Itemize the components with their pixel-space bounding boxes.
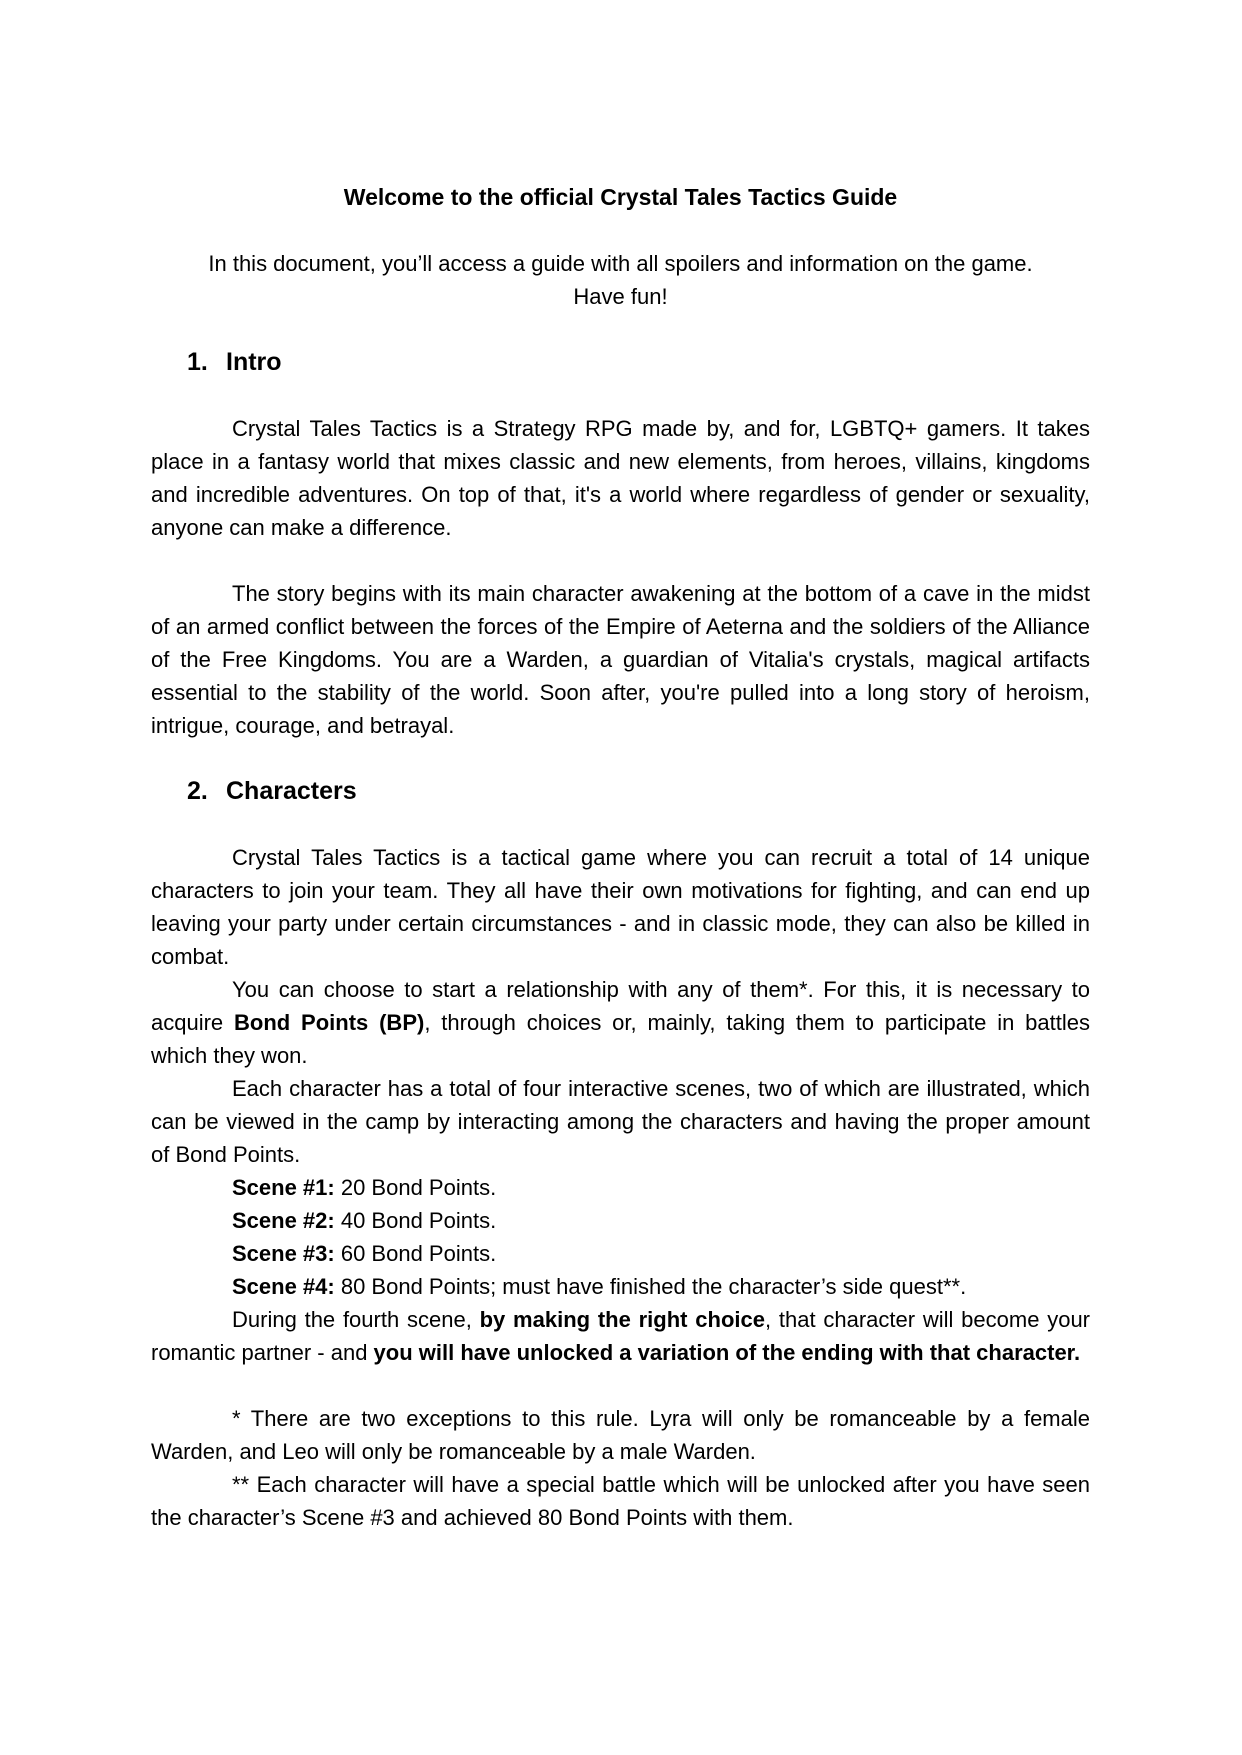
scene-3-line <box>151 1237 1090 1270</box>
text-segment: 80 Bond Points; must have finished the character’s side quest**. <box>334 1274 967 1299</box>
text-segment: Each character has a total of four interactive scenes, two of which are illustrated, which can be viewed in the camp by interacting among the characters and having the proper amount of Bond Points. <box>151 1076 1090 1167</box>
document-title: Welcome to the official Crystal Tales Tactics Guide <box>343 184 898 210</box>
section-number: 1. <box>187 348 208 376</box>
section-title: Characters <box>226 777 357 805</box>
text-segment: Crystal Tales Tactics is a Strategy RPG made by, and for, LGBTQ+ gamers. It takes place in a fantasy world that mixes classic and new elements, from heroes, villains, kingdoms and incredible adventures. On top of that, it's a world where regardless of gender or sexuality, anyone can make a difference. <box>151 416 1090 540</box>
text-segment: , that character will become your romantic partner - and <box>151 1307 1091 1365</box>
characters-paragraph-3 <box>151 1072 1090 1171</box>
text-segment-bold: Scene #3: <box>232 1241 335 1266</box>
text-segment: 20 Bond Points. <box>334 1175 497 1200</box>
intro-note-line-1: In this document, you’ll access a guide with all spoilers and information on the game. <box>208 251 1033 276</box>
text-segment: , through choices or, mainly, taking them to participate in battles which they won. <box>151 1010 1090 1068</box>
scene-4-line <box>151 1270 1090 1303</box>
scene-1-line <box>151 1171 1090 1204</box>
characters-paragraph-1 <box>151 841 1090 973</box>
text-segment: 60 Bond Points. <box>334 1241 497 1266</box>
section-heading-1 <box>151 346 1090 379</box>
intro-note-line-2: Have fun! <box>573 284 668 309</box>
footnote-2 <box>151 1468 1090 1534</box>
text-segment-bold: Scene #1: <box>232 1175 335 1200</box>
text-segment: Crystal Tales Tactics is a tactical game where you can recruit a total of 14 unique characters to join your team. They all have their own motivations for fighting, and can end up leaving your party under certain circumstances - and in classic mode, they can also be killed in combat. <box>151 845 1090 969</box>
text-segment: During the fourth scene, <box>232 1307 480 1332</box>
text-segment-bold: Bond Points (BP) <box>234 1010 425 1035</box>
text-segment-bold: you will have unlocked a variation of the ending with that character. <box>373 1340 1081 1365</box>
footnote-1 <box>151 1402 1090 1468</box>
text-segment-bold: Scene #4: <box>232 1274 335 1299</box>
characters-paragraph-2 <box>151 973 1090 1072</box>
sections-container <box>151 346 1090 1534</box>
text-segment: ** Each character will have a special battle which will be unlocked after you have seen the character’s Scene #3 and achieved 80 Bond Points with them. <box>151 1472 1090 1530</box>
text-segment: The story begins with its main character awakening at the bottom of a cave in the midst of an armed conflict between the forces of the Empire of Aeterna and the soldiers of the Alliance of the Free Kingdoms. You are a Warden, a guardian of Vitalia's crystals, magical artifacts essential to the stability of the world. Soon after, you're pulled into a long story of heroism, intrigue, courage, and betrayal. <box>151 581 1090 738</box>
text-segment: * There are two exceptions to this rule. Lyra will only be romanceable by a female Warden, and Leo will only be romanceable by a male Warden. <box>151 1406 1090 1464</box>
section-heading-2 <box>151 775 1090 808</box>
intro-paragraph-2 <box>151 577 1090 742</box>
text-segment: 40 Bond Points. <box>334 1208 497 1233</box>
text-segment-bold: by making the right choice <box>479 1307 765 1332</box>
characters-paragraph-4 <box>151 1303 1090 1369</box>
text-segment: You can choose to start a relationship with any of them*. For this, it is necessary to acquire <box>151 977 1090 1035</box>
intro-paragraph-1 <box>151 412 1090 544</box>
scene-2-line <box>151 1204 1090 1237</box>
text-segment-bold: Scene #2: <box>232 1208 335 1233</box>
section-title: Intro <box>226 348 282 376</box>
intro-note <box>151 247 1090 313</box>
section-number: 2. <box>187 777 208 805</box>
